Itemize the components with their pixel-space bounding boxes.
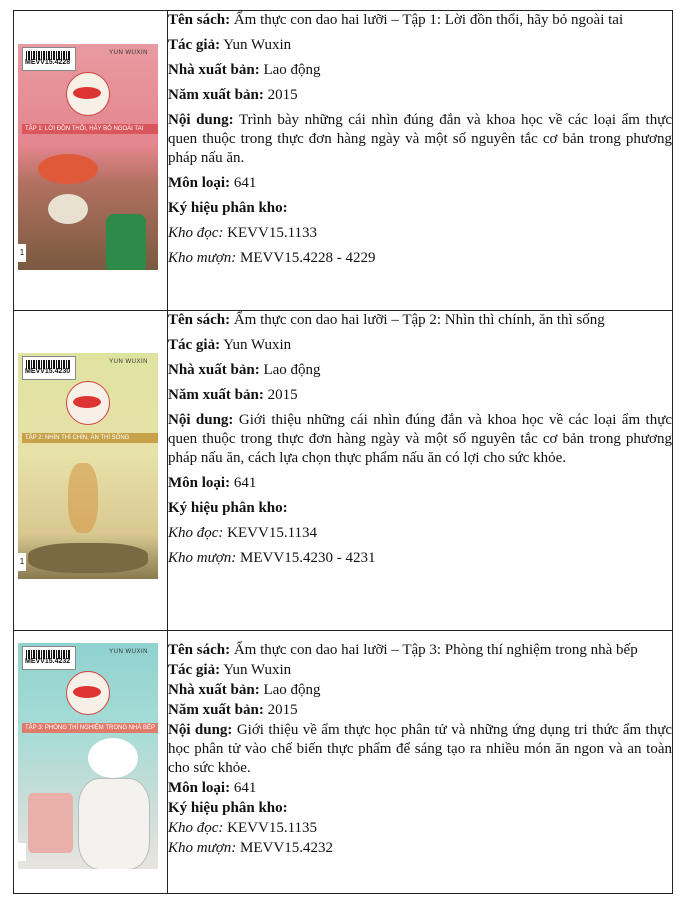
cover-subtitle: TẬP 3: PHÒNG THÍ NGHIỆM TRONG NHÀ BẾP	[22, 723, 158, 733]
dumpling-illustration-icon	[48, 194, 88, 224]
cover-cell	[14, 311, 168, 631]
reading-label: Kho đọc:	[168, 525, 224, 541]
lending-label: Kho mượn:	[168, 550, 237, 566]
author-line	[168, 36, 672, 55]
category-line	[168, 174, 672, 193]
book-publisher: Lao động	[263, 682, 321, 698]
content-label: Nội dung:	[168, 112, 234, 128]
shrimp-illustration-icon	[38, 154, 98, 184]
content-label: Nội dung:	[168, 722, 233, 738]
fish-logo-icon	[66, 671, 110, 715]
book-year: 2015	[267, 387, 298, 403]
book-title: Ẩm thực con dao hai lưỡi – Tập 3: Phòng thí nghiệm trong nhà bếp	[233, 642, 638, 658]
title-label: Tên sách:	[168, 312, 231, 328]
year-line	[168, 86, 672, 105]
content-line	[168, 111, 672, 168]
year-label: Năm xuất bản:	[168, 87, 264, 103]
author-label: Tác giả:	[168, 662, 221, 678]
publisher-label: Nhà xuất bản:	[168, 682, 260, 698]
fish-logo-icon	[66, 72, 110, 116]
shelf-label: Ký hiệu phân kho:	[168, 500, 288, 516]
publisher-label: Nhà xuất bản:	[168, 62, 260, 78]
book-info-cell	[168, 311, 673, 631]
shelf-line	[168, 499, 672, 518]
book-cover-image	[18, 643, 158, 869]
author-line	[168, 661, 672, 680]
title-label: Tên sách:	[168, 642, 231, 658]
mixer-illustration-icon	[28, 793, 73, 853]
barcode-sticker	[22, 356, 76, 380]
publisher-line	[168, 361, 672, 380]
book-publisher: Lao động	[263, 362, 321, 378]
lending-code: MEVV15.4230 - 4231	[240, 550, 376, 566]
fish-logo-icon	[66, 381, 110, 425]
reading-line	[168, 224, 672, 243]
publisher-label: Nhà xuất bản:	[168, 362, 260, 378]
lending-label: Kho mượn:	[168, 840, 237, 856]
year-label: Năm xuất bản:	[168, 387, 264, 403]
book-year: 2015	[267, 87, 298, 103]
year-line	[168, 701, 672, 720]
book-content: Trình bày những cái nhìn đúng đắn và khoa học về các loại ẩm thực quen thuộc trong thực đơn hàng ngày và một số nguyên tắc cơ bản trong phương pháp nấu ăn.	[168, 112, 672, 166]
category-label: Môn loại:	[168, 475, 231, 491]
spine-number: 1	[18, 553, 26, 571]
barcode-sticker	[22, 47, 76, 71]
book-catalog-table	[13, 10, 673, 894]
sea-creature-illustration-icon	[28, 543, 148, 573]
book-category: 641	[233, 780, 257, 796]
content-line	[168, 411, 672, 468]
book-author: Yun Wuxin	[223, 37, 292, 53]
book-title: Ẩm thực con dao hai lưỡi – Tập 1: Lời đồn thổi, hãy bỏ ngoài tai	[233, 12, 624, 28]
reading-label: Kho đọc:	[168, 820, 224, 836]
title-line	[168, 641, 672, 660]
lending-code: MEVV15.4228 - 4229	[240, 250, 376, 266]
category-label: Môn loại:	[168, 780, 231, 796]
lending-label: Kho mượn:	[168, 250, 237, 266]
publisher-line	[168, 61, 672, 80]
chef-illustration-icon	[78, 778, 150, 869]
cover-subtitle: TẬP 1: LỜI ĐỒN THỔI, HÃY BỎ NGOÀI TAI	[22, 124, 158, 134]
shelf-line	[168, 199, 672, 218]
reading-code: KEVV15.1134	[227, 525, 318, 541]
book-content: Giới thiệu những cái nhìn đúng đắn và khoa học về các loại ẩm thực quen thuộc trong thực đơn hàng ngày và một số nguyên tắc cơ bản trong phương pháp nấu ăn, cách lựa chọn thực phẩm nấu ăn có lợi cho sức khỏe.	[168, 412, 672, 466]
book-content: Giới thiệu về ẩm thực học phân tử và những ứng dụng tri thức ẩm thực học phân tử vào chế biến thực phẩm để sáng tạo ra nhiều món ăn ngon và an toàn cho sức khỏe.	[168, 722, 672, 776]
book-row	[14, 311, 673, 631]
shelf-line	[168, 799, 672, 818]
lending-line	[168, 249, 672, 268]
reading-line	[168, 524, 672, 543]
book-author: Yun Wuxin	[223, 337, 292, 353]
spine-number	[18, 843, 26, 861]
book-publisher: Lao động	[263, 62, 321, 78]
reading-line	[168, 819, 672, 838]
cover-author: YUN WUXIN	[109, 359, 148, 365]
book-year: 2015	[267, 702, 298, 718]
chef-hat-illustration-icon	[88, 738, 138, 778]
title-line	[168, 11, 672, 30]
author-line	[168, 336, 672, 355]
category-line	[168, 474, 672, 493]
sticker-code: MEVV15.4230	[25, 368, 71, 375]
category-label: Môn loại:	[168, 175, 231, 191]
title-line	[168, 311, 672, 330]
cover-cell	[14, 11, 168, 311]
reading-code: KEVV15.1133	[227, 225, 318, 241]
book-info-cell	[168, 631, 673, 894]
book-row	[14, 631, 673, 894]
book-author: Yun Wuxin	[223, 662, 292, 678]
reading-label: Kho đọc:	[168, 225, 224, 241]
cover-subtitle: TẬP 2: NHÌN THÌ CHÍN, ĂN THÌ SỐNG	[22, 433, 158, 443]
cover-author: YUN WUXIN	[109, 50, 148, 56]
lending-line	[168, 839, 672, 858]
year-label: Năm xuất bản:	[168, 702, 264, 718]
book-cover-image	[18, 353, 158, 579]
book-category: 641	[233, 475, 257, 491]
book-title: Ẩm thực con dao hai lưỡi – Tập 2: Nhìn thì chính, ăn thì sống	[233, 312, 605, 328]
title-label: Tên sách:	[168, 12, 231, 28]
cover-cell	[14, 631, 168, 894]
content-label: Nội dung:	[168, 412, 234, 428]
category-line	[168, 779, 672, 798]
sticker-code: MEVV15.4232	[25, 658, 71, 665]
reading-code: KEVV15.1135	[227, 820, 318, 836]
spine-number: 1	[18, 244, 26, 262]
bottle-illustration-icon	[106, 214, 146, 270]
cover-author: YUN WUXIN	[109, 649, 148, 655]
barcode-sticker	[22, 646, 76, 670]
book-cover-image	[18, 44, 158, 270]
book-row	[14, 11, 673, 311]
shelf-label: Ký hiệu phân kho:	[168, 800, 288, 816]
lending-line	[168, 549, 672, 568]
shelf-label: Ký hiệu phân kho:	[168, 200, 288, 216]
year-line	[168, 386, 672, 405]
book-info-cell	[168, 11, 673, 311]
lending-code: MEVV15.4232	[240, 840, 333, 856]
author-label: Tác giả:	[168, 337, 221, 353]
content-line	[168, 721, 672, 778]
publisher-line	[168, 681, 672, 700]
book-category: 641	[233, 175, 257, 191]
falling-food-illustration-icon	[68, 463, 98, 533]
sticker-code: MEVV15.4228	[25, 59, 71, 66]
author-label: Tác giả:	[168, 37, 221, 53]
